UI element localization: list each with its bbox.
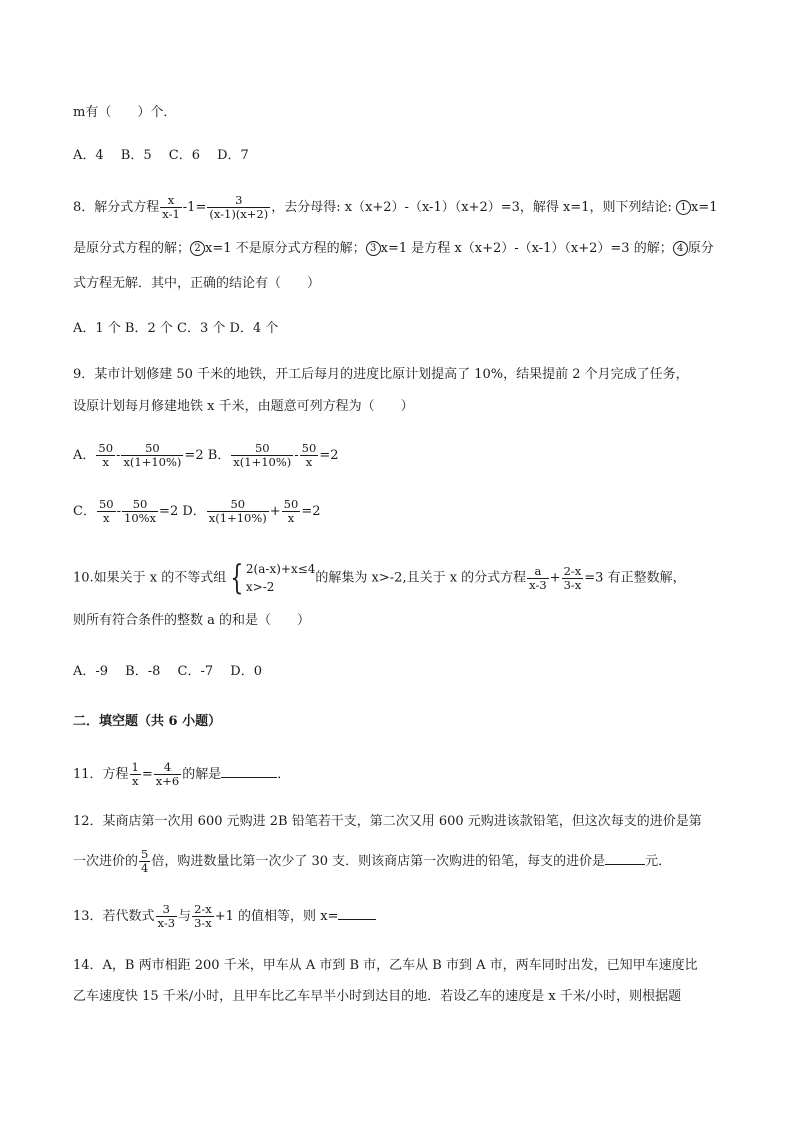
q13-intro: 13．若代数式 xyxy=(73,909,155,924)
q8-question: 式方程无解．其中，正确的结论有（ ） xyxy=(73,276,321,291)
q8-stmt-3: x=1 是方程 x（x+2）-（x-1）（x+2）=3 的解； xyxy=(380,241,673,256)
q13-frac-1 xyxy=(156,903,178,930)
q12-line-1 xyxy=(73,813,702,831)
q13-frac-2 xyxy=(192,903,214,930)
inequality-2: x>-2 xyxy=(245,580,275,594)
q7-options xyxy=(73,147,249,165)
q10-mid: 的解集为 x>-2,且关于 x 的分式方程 xyxy=(315,570,527,586)
numerator: 4 xyxy=(163,760,172,774)
q12-end: 元． xyxy=(645,854,672,869)
q9-b-frac-1 xyxy=(231,442,293,469)
circled-number-3: 3 xyxy=(366,241,381,256)
q10-line-1 xyxy=(73,560,686,596)
brace-icon: { xyxy=(230,558,244,598)
numerator: 3 xyxy=(162,902,170,916)
q13-text: +1 的值相等，则 x= xyxy=(214,909,339,924)
inequality-system xyxy=(246,560,316,596)
numerator: 2-x xyxy=(563,563,582,578)
q11-line xyxy=(73,761,290,788)
denominator: x xyxy=(97,511,116,525)
q11-intro: 11．方程 xyxy=(73,767,129,782)
q12-line-2 xyxy=(73,848,671,875)
q8-process: ，去分母得: x（x+2）-（x-1）（x+2）=3，解得 x=1，则下列结论: xyxy=(271,200,677,215)
q8-x1: x=1 xyxy=(691,200,718,215)
q9-c-frac-2 xyxy=(122,498,158,525)
q9-text-2: 设原计划每月修建地铁 x 千米，由题意可列方程为（ ） xyxy=(73,399,414,414)
denominator: x(1+10%) xyxy=(208,511,267,525)
numerator: 5 xyxy=(141,847,149,861)
q8-fraction-1 xyxy=(160,194,182,221)
q13-and: 与 xyxy=(178,909,192,924)
q10-frac-2 xyxy=(562,565,584,592)
q8-intro: 8．解分式方程 xyxy=(73,200,160,215)
denominator: x(1+10%) xyxy=(123,455,182,469)
q7-text xyxy=(73,104,176,122)
numerator: 50 xyxy=(132,497,148,511)
denominator: x-1 xyxy=(162,207,180,221)
q11-frac-2 xyxy=(154,761,181,788)
circled-number-4: 4 xyxy=(673,241,688,256)
numerator: 50 xyxy=(301,441,317,455)
q8-stmt-2: x=1 不是原分式方程的解； xyxy=(205,241,366,256)
denominator: x xyxy=(282,511,301,525)
numerator: a xyxy=(534,563,542,578)
q14-text-1: 14．A，B 两市相距 200 千米，甲车从 A 市到 B 市，乙车从 B 市到 A 市，两车同时出发，已知甲车速度比 xyxy=(73,958,698,973)
denominator: 3-x xyxy=(563,577,582,592)
numerator: x xyxy=(167,193,175,207)
denominator: 3-x xyxy=(194,916,212,930)
q14-text-2: 乙车速度快 15 千米/小时，且甲车比乙车早半小时到达目的地．若设乙车的速度是 x 千米/小时，则根据题 xyxy=(73,989,682,1004)
denominator: x(1+10%) xyxy=(233,455,292,469)
denominator: x xyxy=(130,774,141,788)
equals: = xyxy=(141,767,153,782)
q8-options xyxy=(73,320,278,338)
denominator: 10%x xyxy=(124,511,157,525)
option-d-label: D． xyxy=(178,504,206,519)
q10-frac-1 xyxy=(527,565,549,592)
q9-c-frac-1 xyxy=(97,498,116,525)
q8-line-3 xyxy=(73,275,320,293)
q10-options xyxy=(73,663,262,681)
section-heading xyxy=(73,713,221,731)
numerator: 50 xyxy=(145,441,160,455)
operator: + xyxy=(269,504,281,519)
equals: =2 xyxy=(301,504,321,519)
q9-a-frac-1 xyxy=(96,442,115,469)
q10-intro: 10.如果关于 x 的不等式组 xyxy=(73,570,227,586)
q8-stmt-4: 原分 xyxy=(687,241,714,256)
q9-options-ab xyxy=(73,442,338,469)
option-c-label: C． xyxy=(73,504,96,519)
q12-intro: 一次进价的 xyxy=(73,854,139,869)
q8-line-1 xyxy=(73,194,718,221)
q11-frac-1 xyxy=(130,761,141,788)
denominator: x xyxy=(96,455,115,469)
q8-fraction-2 xyxy=(207,194,270,221)
answer-blank[interactable] xyxy=(221,765,277,778)
circled-number-1: 1 xyxy=(676,200,691,215)
option-b-label: B． xyxy=(203,448,231,463)
q9-d-frac-1 xyxy=(207,498,269,525)
option-a-label: A． xyxy=(73,448,96,463)
operator: - xyxy=(294,448,299,463)
operator: - xyxy=(116,504,121,519)
q8-line-2 xyxy=(73,240,714,258)
q7-options-text: A．4 B．5 C．6 D．7 xyxy=(73,148,249,163)
q12-text-2: 倍，购进数量比第一次少了 30 支．则该商店第一次购进的铅笔，每支的进价是 xyxy=(151,854,606,869)
q14-line-1 xyxy=(73,957,698,975)
answer-blank[interactable] xyxy=(605,852,645,865)
q10-question: 则所有符合条件的整数 a 的和是（ ） xyxy=(73,613,311,628)
inequality-1: 2(a-x)+x≤4 xyxy=(245,562,316,576)
numerator: 2-x xyxy=(194,902,212,916)
q11-text: 的解是 xyxy=(182,767,222,782)
q9-a-frac-2 xyxy=(121,442,183,469)
q14-line-2 xyxy=(73,988,681,1006)
section-title: 二．填空题（共 6 小题） xyxy=(73,714,222,729)
numerator: 50 xyxy=(98,497,114,511)
numerator: 50 xyxy=(98,441,114,455)
equals: =2 xyxy=(319,448,339,463)
equals: =2 xyxy=(159,504,179,519)
q8-stmt-1: 是原分式方程的解； xyxy=(73,241,191,256)
q9-options-cd xyxy=(73,498,320,525)
equals: =2 xyxy=(184,448,204,463)
q9-text-1: 9．某市计划修建 50 千米的地铁，开工后每月的进度比原计划提高了 10%，结果提前 2 个月完成了任务， xyxy=(73,367,689,382)
q7-tail: m有（ ）个． xyxy=(73,105,177,120)
numerator: 1 xyxy=(131,760,139,774)
q8-options-text: A．1 个 B．2 个 C．3 个 D．4 个 xyxy=(73,321,279,336)
denominator: x-3 xyxy=(157,916,176,930)
denominator: x xyxy=(300,455,319,469)
q12-frac xyxy=(139,848,150,875)
answer-blank[interactable] xyxy=(338,907,376,920)
q10-options-text: A．-9 B．-8 C．-7 D．0 xyxy=(73,664,262,679)
q13-line xyxy=(73,903,376,930)
q9-d-frac-2 xyxy=(282,498,301,525)
denominator: (x-1)(x+2) xyxy=(209,207,269,221)
q10-end: =3 有正整数解， xyxy=(584,570,686,586)
q12-text-1: 12．某商店第一次用 600 元购进 2B 铅笔若干支，第二次又用 600 元购进该款铅笔，但这次每支的进价是第 xyxy=(73,814,702,829)
denominator: 4 xyxy=(141,861,149,875)
circled-number-2: 2 xyxy=(190,241,205,256)
numerator: 50 xyxy=(230,497,246,511)
numerator: 50 xyxy=(283,497,299,511)
operator: - xyxy=(116,448,121,463)
denominator: x+6 xyxy=(155,774,180,788)
q10-line-2 xyxy=(73,612,310,630)
numerator: 50 xyxy=(254,441,270,455)
numerator: 3 xyxy=(235,193,243,207)
denominator: x-3 xyxy=(529,577,547,592)
q9-line-2 xyxy=(73,398,414,416)
q9-line-1 xyxy=(73,366,689,384)
q9-b-frac-2 xyxy=(300,442,319,469)
q11-end: ． xyxy=(277,767,291,782)
q8-minus-one: -1= xyxy=(182,200,207,215)
operator: + xyxy=(549,570,561,586)
